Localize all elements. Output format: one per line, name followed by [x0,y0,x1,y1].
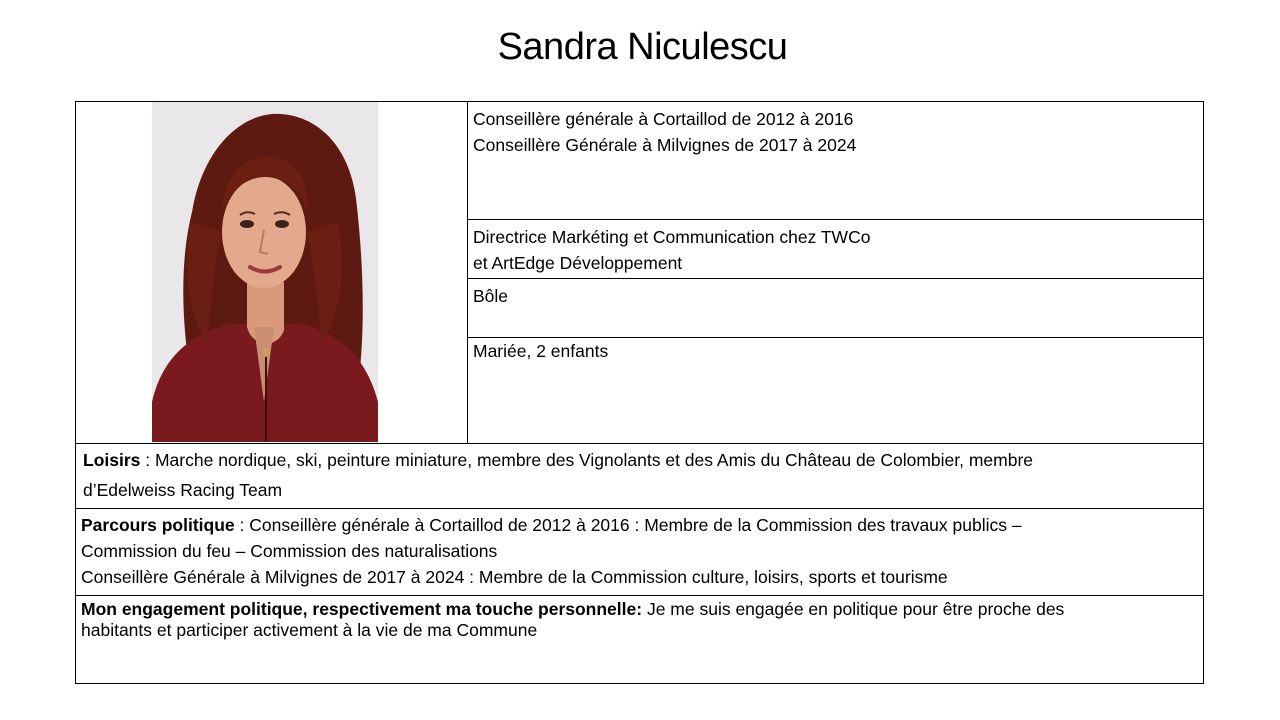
table-divider-vertical [467,101,468,444]
engagement-line [81,599,1064,620]
loisirs-line [83,447,1033,473]
engagement-line: habitants et participer activement à la vie de ma Commune [81,620,538,640]
table-divider [75,443,1204,444]
parcours-text: : Conseillère générale à Cortaillod de 2012 à 2016 : Membre de la Commission des travaux publics – [234,515,1022,535]
locality: Bôle [473,286,509,306]
mandate-line: Conseillère Générale à Milvignes de 2017 à 2024 [473,135,857,155]
parcours-line: Conseillère Générale à Milvignes de 2017 à 2024 : Membre de la Commission culture, loisirs, sports et tourisme [81,567,948,587]
loisirs-text: : Marche nordique, ski, peinture miniature, membre des Vignolants et des Amis du Château de Colombier, membre [140,450,1034,470]
page-title: Sandra Niculescu [497,26,788,68]
profession-line: et ArtEdge Développement [473,253,683,273]
table-divider [75,595,1204,596]
parcours-line: Commission du feu – Commission des naturalisations [81,541,498,561]
engagement-text: Je me suis engagée en politique pour être proche des [642,599,1065,619]
parcours-line [81,512,1022,538]
profession-line: Directrice Markéting et Communication chez TWCo [473,227,871,247]
table-divider [75,508,1204,509]
loisirs-line: d’Edelweiss Racing Team [83,480,283,500]
family-status: Mariée, 2 enfants [473,341,609,361]
table-divider [467,219,1204,220]
engagement-label: Mon engagement politique, respectivement ma touche personnelle: [81,599,643,619]
parcours-label: Parcours politique [81,515,235,535]
table-divider [467,278,1204,279]
portrait-photo [152,102,378,442]
loisirs-label: Loisirs [83,450,141,470]
mandate-line: Conseillère générale à Cortaillod de 2012 à 2016 [473,109,854,129]
